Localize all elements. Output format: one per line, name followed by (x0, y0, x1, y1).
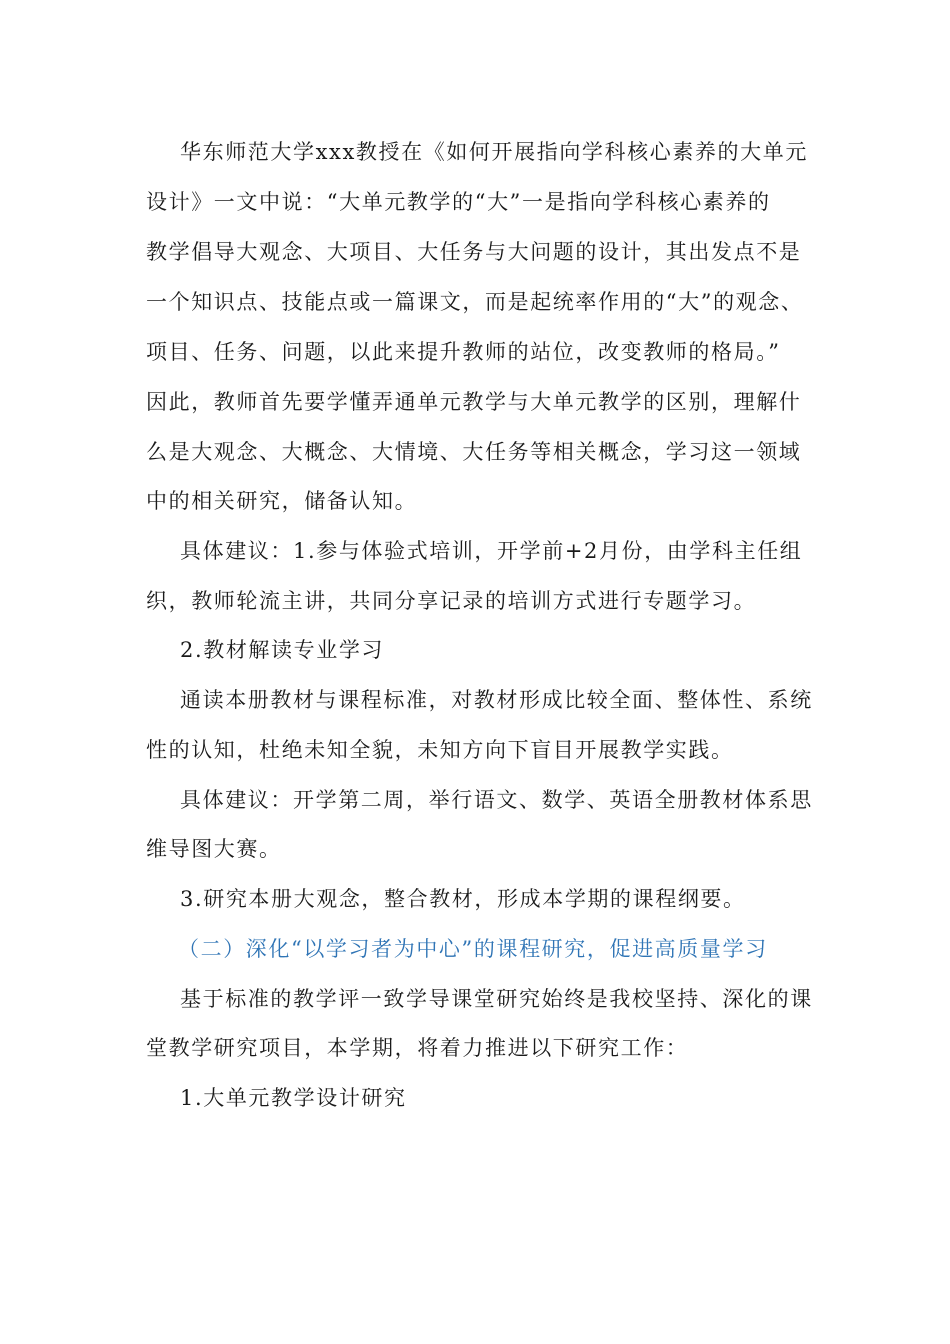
paragraph-line: 通读本册教材与课程标准，对教材形成比较全面、整体性、系统 (180, 688, 813, 712)
paragraph-line: 么是大观念、大概念、大情境、大任务等相关概念，学习这一领域 (146, 440, 802, 464)
paragraph-line: 教学倡导大观念、大项目、大任务与大问题的设计，其出发点不是 (146, 240, 802, 264)
paragraph-line: 基于标准的教学评一致学导课堂研究始终是我校坚持、深化的课 (180, 987, 813, 1011)
paragraph-line: 一个知识点、技能点或一篇课文，而是起统率作用的“大”的观念、 (146, 290, 804, 314)
section-item-title: 1.大单元教学设计研究 (180, 1086, 407, 1110)
paragraph-line: 织，教师轮流主讲，共同分享记录的培训方式进行专题学习。 (146, 589, 757, 613)
section-item-title: 3.研究本册大观念，整合教材，形成本学期的课程纲要。 (180, 887, 746, 911)
paragraph-line: 项目、任务、问题，以此来提升教师的站位，改变教师的格局。” (146, 340, 781, 364)
paragraph-line: 因此，教师首先要学懂弄通单元教学与大单元教学的区别，理解什 (146, 390, 802, 414)
paragraph-line: 具体建议：1.参与体验式培训，开学前+2月份，由学科主任组 (180, 539, 803, 563)
paragraph-line: 维导图大赛。 (146, 837, 282, 861)
paragraph-line: 具体建议：开学第二周，举行语文、数学、英语全册教材体系思 (180, 788, 813, 812)
section-heading: （二）深化“以学习者为中心”的课程研究，促进高质量学习 (178, 937, 768, 961)
paragraph-line: 堂教学研究项目，本学期，将着力推进以下研究工作： (146, 1036, 689, 1060)
paragraph-line: 设计》一文中说：“大单元教学的“大”一是指向学科核心素养的 (146, 190, 771, 214)
paragraph-line: 华东师范大学xxx教授在《如何开展指向学科核心素养的大单元 (180, 140, 808, 164)
paragraph-line: 中的相关研究，储备认知。 (146, 489, 418, 513)
paragraph-line: 性的认知，杜绝未知全貌，未知方向下盲目开展教学实践。 (146, 738, 734, 762)
section-item-title: 2.教材解读专业学习 (180, 638, 385, 662)
